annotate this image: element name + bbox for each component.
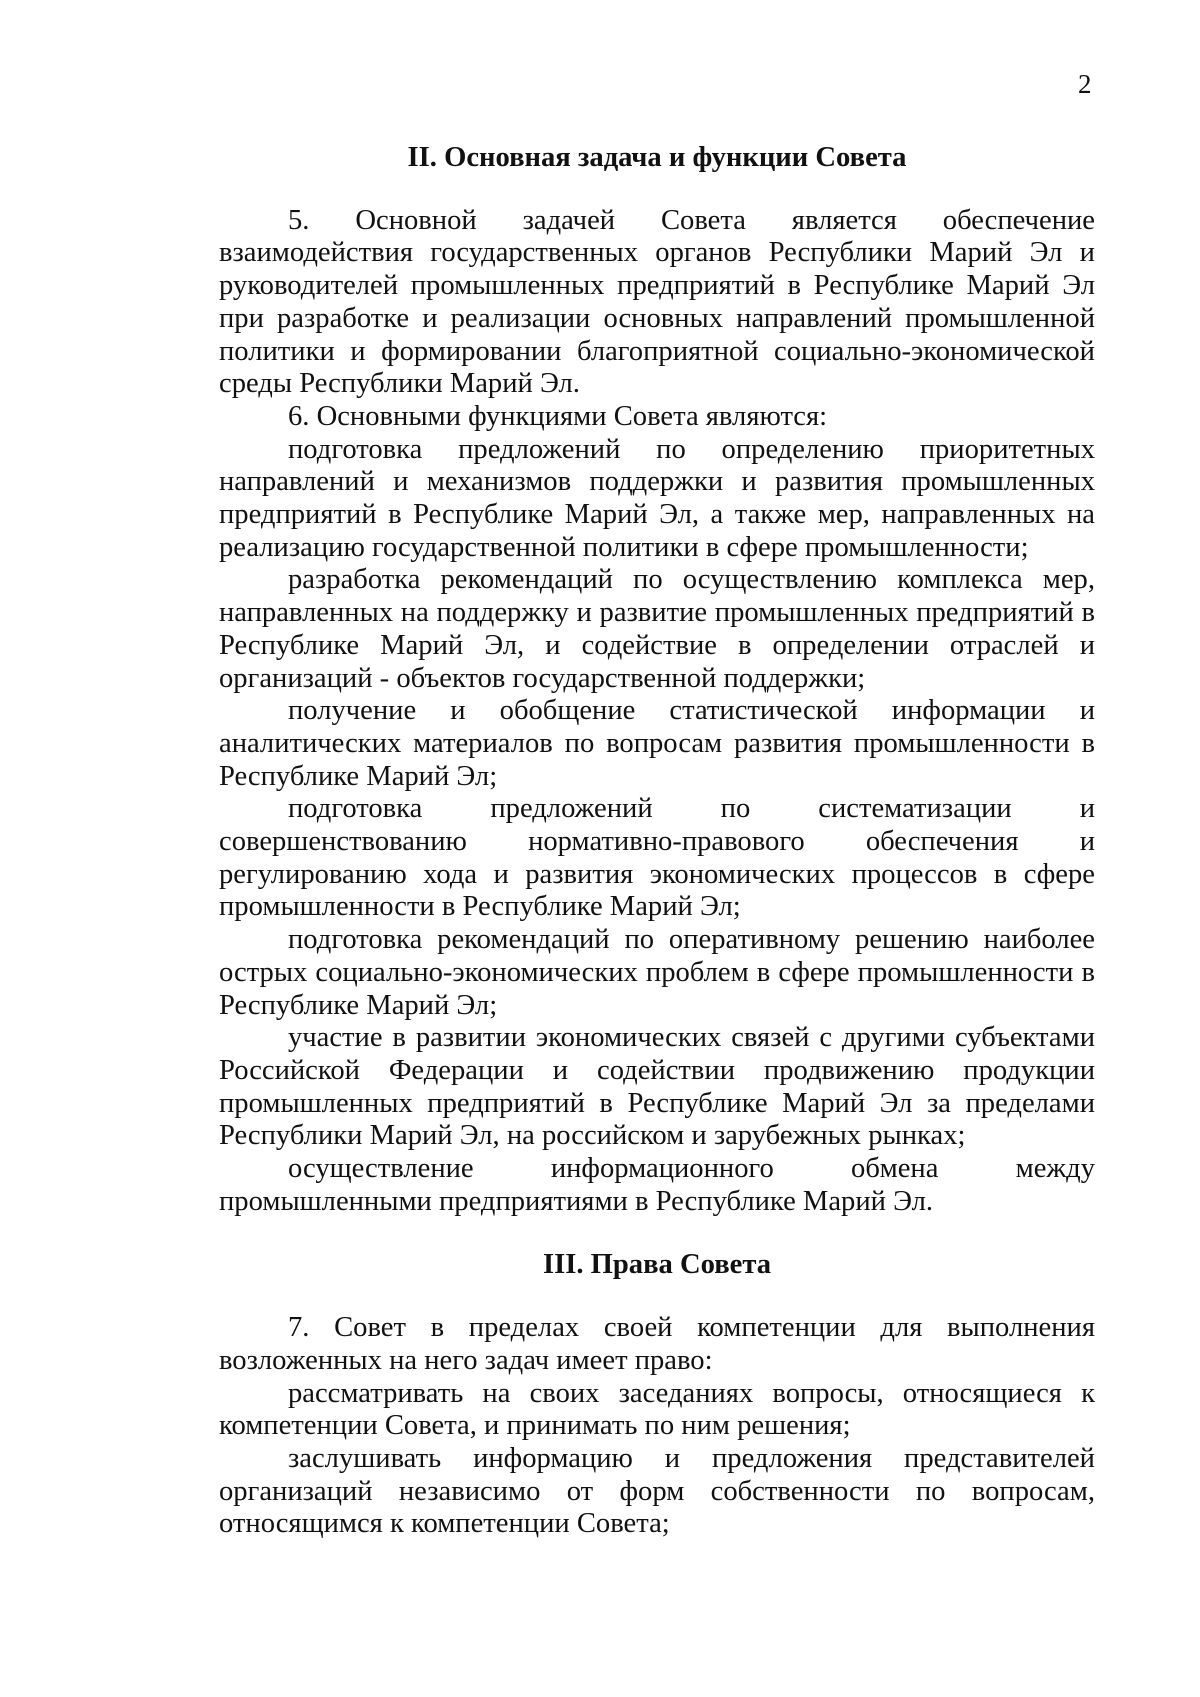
document-body	[219, 140, 1095, 1541]
paragraph-6: 6. Основными функциями Совета являются:	[288, 400, 828, 432]
right-item: рассматривать на своих заседаниях вопросы, относящиеся к компетенции Совета, и принимать по ним решения;	[219, 1377, 1095, 1442]
section-heading-3: III. Права Совета	[542, 1248, 772, 1280]
function-item: осуществление информационного обмена между промышленными предприятиями в Республике Марий Эл.	[219, 1153, 1095, 1217]
function-item: подготовка рекомендаций по оперативному решению наиболее острых социально-экономических проблем в сфере промышленности в Республике Марий Эл;	[219, 924, 1095, 1021]
function-item: подготовка предложений по определению приоритетных направлений и механизмов поддержки и развития промышленных предприятий в Республике Марий Эл, а также мер, направленных на реализацию государственной политики в сфере промышленности;	[219, 433, 1095, 563]
paragraph-7: 7. Совет в пределах своей компетенции для выполнения возложенных на него задач имеет право:	[219, 1312, 1095, 1376]
function-item: разработка рекомендаций по осуществлению комплекса мер, направленных на поддержку и развитие промышленных предприятий в Республике Марий Эл, и содействие в определении отраслей и организаций - объектов государственной поддержки;	[219, 564, 1095, 694]
function-item: получение и обобщение статистической информации и аналитических материалов по вопросам развития промышленности в Республике Марий Эл;	[219, 695, 1095, 792]
section-heading-2: II. Основная задача и функции Совета	[407, 142, 907, 173]
function-item: подготовка предложений по систематизации и совершенствованию нормативно-правового обеспечения и регулированию хода и развития экономических процессов в сфере промышленности в Республике Марий Эл;	[219, 793, 1095, 923]
right-item: заслушивать информацию и предложения представителей организаций независимо от форм собственности по вопросам, относящимся к компетенции Совета;	[219, 1443, 1095, 1540]
page-number: 2	[1078, 69, 1092, 99]
function-item: участие в развитии экономических связей с другими субъектами Российской Федерации и содействии продвижению продукции промышленных предприятий в Республике Марий Эл за пределами Республики Марий Эл, на российском и зарубежных рынках;	[219, 1022, 1095, 1152]
paragraph-5: 5. Основной задачей Совета является обеспечение взаимодействия государственных органов Республики Марий Эл и руководителей промышленных предприятий в Республике Марий Эл при разработке и реализации основных направлений промышленной политики и формировании благоприятной социально-экономической среды Республики Марий Эл.	[219, 204, 1095, 400]
